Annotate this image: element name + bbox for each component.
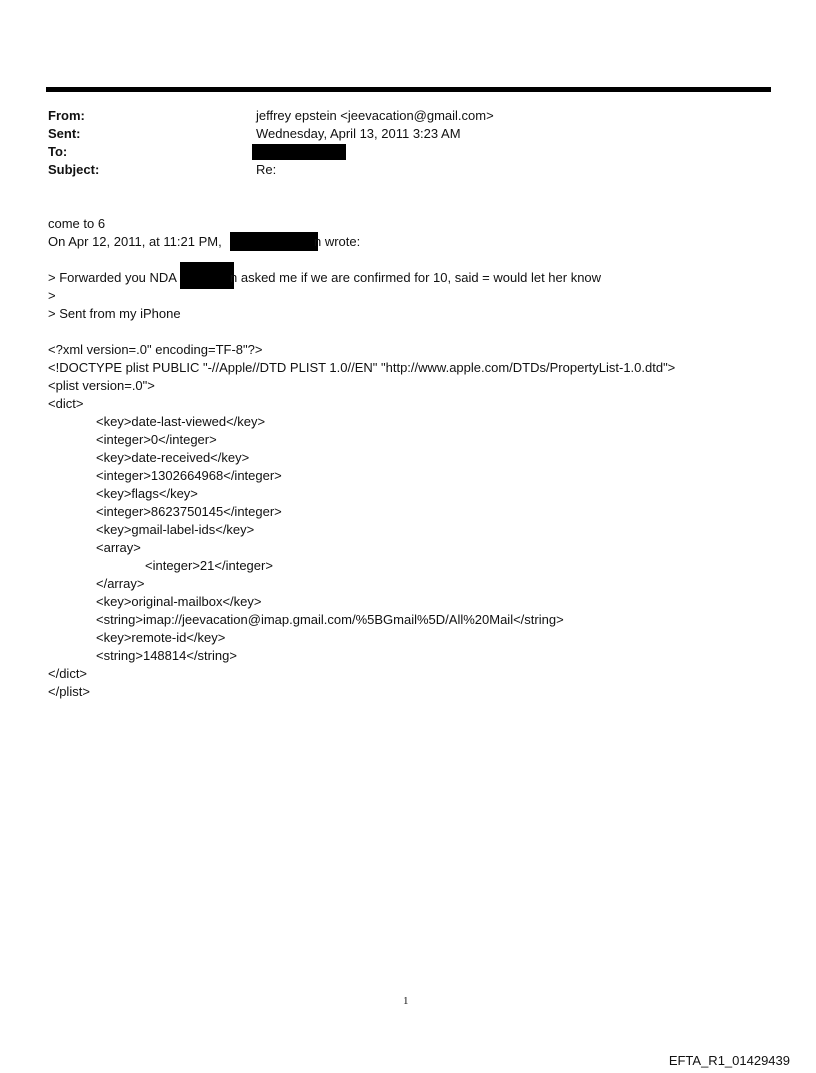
plist-line: <array> [96, 540, 141, 555]
subject-value: Re: [256, 162, 277, 177]
header-rule [46, 87, 771, 92]
plist-line: <integer>0</integer> [96, 432, 217, 447]
plist-line: <!DOCTYPE plist PUBLIC "-//Apple//DTD PLIST 1.0//EN" "http://www.apple.com/DTDs/PropertyList-1.0.dtd"> [48, 360, 676, 375]
quote-sent-line: > Sent from my iPhone [48, 306, 181, 321]
plist-line: <plist version=.0"> [48, 378, 155, 393]
forward-line-post: n asked me if we are confirmed for 10, said = would let her know [230, 270, 602, 285]
to-label: To: [48, 144, 68, 159]
plist-line: </dict> [48, 666, 88, 681]
to-redaction [252, 144, 346, 160]
page-number: 1 [403, 995, 409, 1007]
plist-line: <key>remote-id</key> [96, 630, 226, 645]
plist-line: <key>gmail-label-ids</key> [96, 522, 255, 537]
plist-line: </array> [96, 576, 145, 591]
plist-line: <key>date-received</key> [96, 450, 250, 465]
plist-line: <key>flags</key> [96, 486, 198, 501]
sender-redaction [230, 232, 318, 251]
document-id: EFTA_R1_01429439 [668, 1053, 790, 1068]
name-redaction [180, 262, 234, 289]
plist-line: </plist> [48, 684, 90, 699]
subject-label: Subject: [48, 162, 100, 177]
sent-value: Wednesday, April 13, 2011 3:23 AM [256, 126, 461, 141]
plist-line: <integer>21</integer> [145, 558, 273, 573]
plist-line: <integer>8623750145</integer> [96, 504, 282, 519]
plist-line: <dict> [48, 396, 84, 411]
forward-line-pre: > Forwarded you NDA [48, 270, 177, 285]
plist-line: <key>original-mailbox</key> [96, 594, 262, 609]
body-line-2-pre: On Apr 12, 2011, at 11:21 PM, [48, 234, 222, 249]
plist-line: <?xml version=.0" encoding=TF-8"?> [48, 342, 263, 357]
plist-line: <key>date-last-viewed</key> [96, 414, 266, 429]
sent-label: Sent: [48, 126, 81, 141]
plist-line: <integer>1302664968</integer> [96, 468, 282, 483]
plist-line: <string>imap://jeevacation@imap.gmail.com/%5BGmail%5D/All%20Mail</string> [96, 612, 564, 627]
from-value: jeffrey epstein <jeevacation@gmail.com> [256, 108, 494, 123]
from-label: From: [48, 108, 85, 123]
quote-blank-line: > [48, 288, 56, 303]
body-line-1: come to 6 [48, 216, 106, 231]
plist-line: <string>148814</string> [96, 648, 237, 663]
body-line-2-post: n wrote: [314, 234, 361, 249]
